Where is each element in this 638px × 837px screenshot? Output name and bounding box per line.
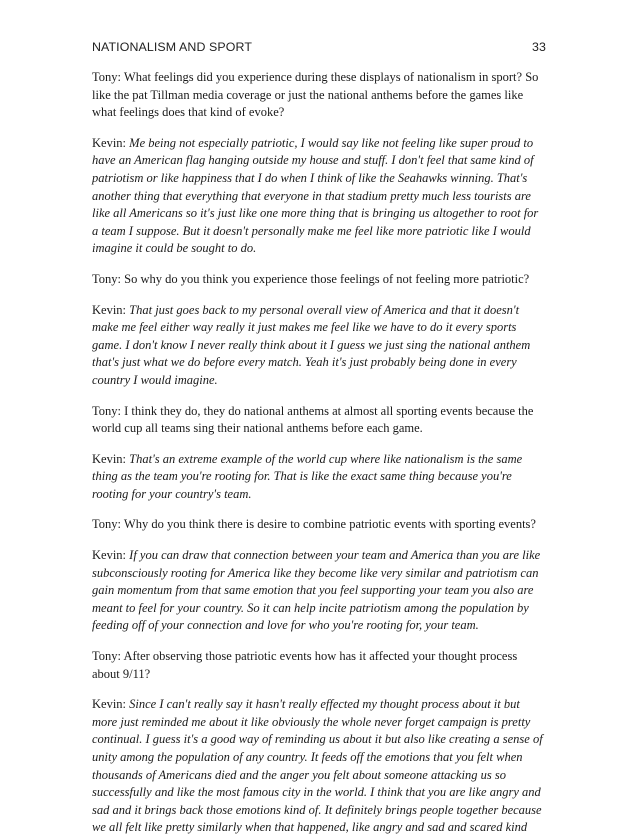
speaker-label: Kevin: xyxy=(92,451,127,466)
dialogue-paragraph xyxy=(92,271,546,289)
dialogue-text: After observing those patriotic events how has it affected your thought process about 9/11? xyxy=(92,649,518,681)
dialogue-paragraph xyxy=(92,135,546,258)
speaker-label: Kevin: xyxy=(92,697,127,712)
page-number: 33 xyxy=(532,40,546,54)
dialogue-text: Since I can't really say it hasn't really effected my thought process about it but more just reminded me about it like obviously the whole never forget campaign is pretty continual. I guess it's a good way of reminding us about it but also like creating a sense of unity among the population of any country. It feeds off the emotions that you felt when thousands of Americans died and the anger you felt about someone attacking us so successfully and like the most famous city in the world. I think that you are like angry and sad and it brings back those emotions kind of. It definitely brings people together because we all felt like pretty similarly when that happened, like angry and sad and scared kind xyxy=(92,697,543,835)
running-title: NATIONALISM AND SPORT xyxy=(92,40,252,54)
dialogue-text: That's an extreme example of the world cup where like nationalism is the same thing as the team you're rooting for. That is like the exact same thing because you're rooting for your country's team. xyxy=(92,451,523,501)
dialogue-text: So why do you think you experience those feelings of not feeling more patriotic? xyxy=(124,271,530,286)
dialogue-paragraph xyxy=(92,403,546,438)
document-body xyxy=(92,69,546,837)
dialogue-paragraph xyxy=(92,451,546,504)
speaker-label: Kevin: xyxy=(92,548,127,563)
dialogue-text: Me being not especially patriotic, I would say like not feeling like super proud to have an American flag hanging outside my house and stuff. I don't feel that same kind of patriotism or like happiness that I do when I think of like the Seahawks winning. That's another thing that everything that everyone in that stadium pretty much less tourists are like all Americans so it's just like one more thing that is bringing us altogether to root for a team I suppose. But it doesn't personally make me feel like more patriotic like I would imagine it could be sought to do. xyxy=(92,135,539,256)
dialogue-text: I think they do, they do national anthems at almost all sporting events because the world cup all teams sing their national anthems before each game. xyxy=(92,403,534,436)
speaker-label: Kevin: xyxy=(92,302,127,317)
dialogue-text: What feelings did you experience during these displays of nationalism in sport? So like the pat Tillman media coverage or just the national anthems before the games like what feelings does that kind of evoke? xyxy=(92,70,539,120)
dialogue-text: Why do you think there is desire to combine patriotic events with sporting events? xyxy=(123,517,536,532)
dialogue-paragraph xyxy=(92,69,546,122)
dialogue-paragraph xyxy=(92,696,546,837)
speaker-label: Kevin: xyxy=(92,135,127,150)
dialogue-text: That just goes back to my personal overall view of America and that it doesn't make me feel either way really it just makes me feel like we have to do it every sports game. I don't know I never really think about it I guess we just sing the national anthem that's just what we do before every match. Yeah it's just probably being done in every country I would imagine. xyxy=(92,302,531,387)
speaker-label: Tony: xyxy=(92,517,121,532)
dialogue-text: If you can draw that connection between your team and America than you are like subconsciously rooting for America like they become like very similar and patriotism can gain momentum from that same emotion that you feel supporting your team you also are meant to feel for your country. So it can help incite patriotism among the population by feeding off of your connection and love for who you're rooting for, your team. xyxy=(92,548,541,633)
page-header xyxy=(92,40,546,54)
speaker-label: Tony: xyxy=(92,271,121,286)
dialogue-paragraph xyxy=(92,302,546,390)
dialogue-paragraph xyxy=(92,648,546,683)
speaker-label: Tony: xyxy=(92,649,121,664)
speaker-label: Tony: xyxy=(92,70,121,84)
dialogue-paragraph xyxy=(92,547,546,635)
dialogue-paragraph xyxy=(92,516,546,534)
speaker-label: Tony: xyxy=(92,403,121,418)
